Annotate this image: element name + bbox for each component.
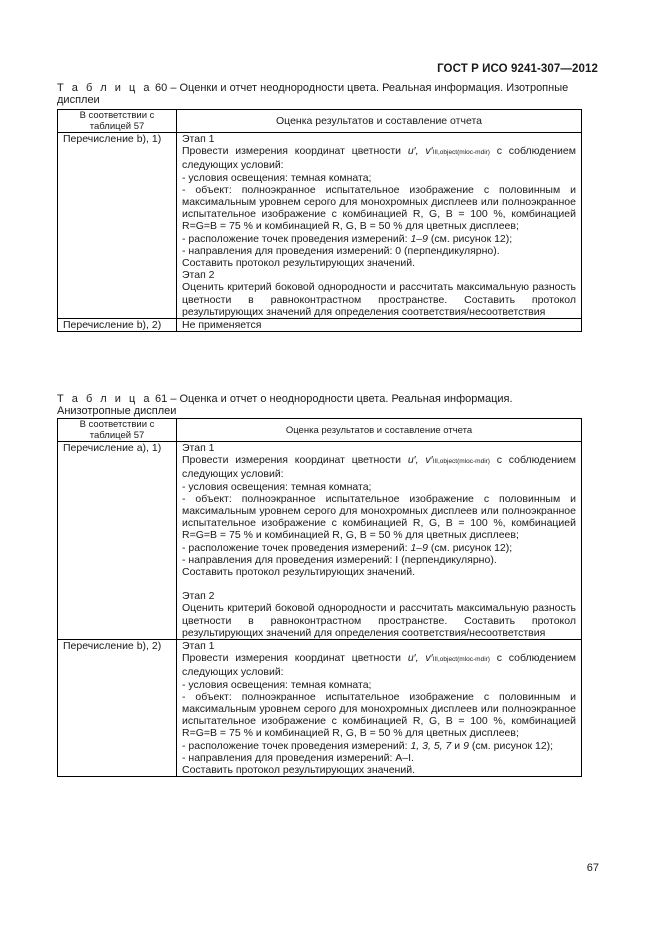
table-61-caption [57,393,582,417]
directions-text: - направления для проведения измерений: I (перпендикулярно). [182,553,497,566]
lighting-text: - условия освещения: темная комната; [182,480,372,493]
row-content [177,640,582,777]
lighting-text: - условия освещения: темная комната; [182,678,372,691]
row-content [177,133,582,319]
protocol-text: Составить протокол результирующих значений. [182,764,415,777]
standard-header: ГОСТ Р ИСО 9241-307—2012 [437,63,598,75]
directions-text: - направления для проведения измерений: A–I. [182,751,414,764]
stage-2-title: Этап 2 [182,269,215,282]
row-label: Перечисление b), 1) [58,133,177,319]
points-text: - расположение точек проведения измерений: 1–9 (см. рисунок 12); [182,232,513,245]
table-row [58,319,582,332]
object-text: - объект: полноэкранное испытательное изображение с половинным и максимальным уровнем серого для монохромных дисплеев или полноэкранное испытательное изображение с комбинацией R, G, B = 100 %, комбинацией R=G=B = 75 % и комбинацией R, G, B = 50 % для цветных дисплеев; [182,492,576,542]
points-text: - расположение точек проведения измерений: 1–9 (см. рисунок 12); [182,541,513,554]
col1-header: В соответствии с таблицей 57 [58,110,177,133]
criteria-text: Оценить критерий боковой однородности и рассчитать максимальную разность цветности в равноконтрастном пространстве. Составить протокол результирующих значений для определения соответствия/несоответствия [182,602,576,639]
measure-text: Провести измерения координат цветности u′, v′III,object(mloc-mdir) с соблюдением следующих условий: [182,652,576,679]
criteria-text: Оценить критерий боковой однородности и рассчитать максимальную разность цветности в равноконтрастном пространстве. Составить протокол результирующих значений для определения соответствия/несоответствия [182,281,576,318]
lighting-text: - условия освещения: темная комната; [182,171,372,184]
stage-1-title: Этап 1 [182,133,215,145]
table-label: Т а б л и ц а [57,393,152,405]
table-row [58,133,582,319]
table-header-row [58,110,582,133]
object-text: - объект: полноэкранное испытательное изображение с половинным и максимальным уровнем серого для монохромных дисплеев или полноэкранное испытательное изображение с комбинацией R, G, B = 100 %, комбинацией R=G=B = 75 % и комбинацией R, G, B = 50 % для цветных дисплеев; [182,183,576,233]
row-label: Перечисление а), 1) [58,442,177,640]
row-label: Перечисление b), 2) [58,319,177,332]
stage-1-title: Этап 1 [182,640,215,653]
table-header-row [58,419,582,442]
protocol-text: Составить протокол результирующих значений. [182,566,415,579]
table-row [58,640,582,777]
col1-header: В соответствии с таблицей 57 [58,419,177,442]
table-60 [57,109,582,332]
spacer [182,578,576,590]
row-content: Не применяется [177,319,582,332]
stage-1-title: Этап 1 [182,442,215,454]
col2-header: Оценка результатов и составление отчета [177,110,582,133]
measure-text: Провести измерения координат цветности u′, v′III,object(mloc-mdir) с соблюдением следующих условий: [182,145,576,172]
protocol-text: Составить протокол результирующих значений. [182,257,415,270]
table-61 [57,418,582,777]
table-caption-text: 60 – Оценки и отчет неоднородности цвета. Реальная информация. Изотропные дисплеи [57,82,569,106]
row-content [177,442,582,640]
points-text: - расположение точек проведения измерений: 1, 3, 5, 7 и 9 (см. рисунок 12); [182,739,554,752]
measure-text: Провести измерения координат цветности u′, v′III,object(mloc-mdir) с соблюдением следующих условий: [182,454,576,481]
table-caption-text: 61 – Оценка и отчет о неоднородности цвета. Реальная информация. Анизотропные дисплеи [57,393,513,417]
object-text: - объект: полноэкранное испытательное изображение с половинным и максимальным уровнем серого для монохромных дисплеев или полноэкранное испытательное изображение с комбинацией R, G, B = 100 %, комбинацией R=G=B = 75 % и комбинацией R, G, B = 50 % для цветных дисплеев; [182,690,576,740]
col2-header: Оценка результатов и составление отчета [177,419,582,442]
page-number: 67 [586,862,599,874]
table-label: Т а б л и ц а [57,82,152,94]
row-label: Перечисление b), 2) [58,640,177,777]
directions-text: - направления для проведения измерений: 0 (перпендикулярно). [182,244,500,257]
table-60-caption [57,82,582,106]
stage-2-title: Этап 2 [182,590,215,603]
table-row [58,442,582,640]
